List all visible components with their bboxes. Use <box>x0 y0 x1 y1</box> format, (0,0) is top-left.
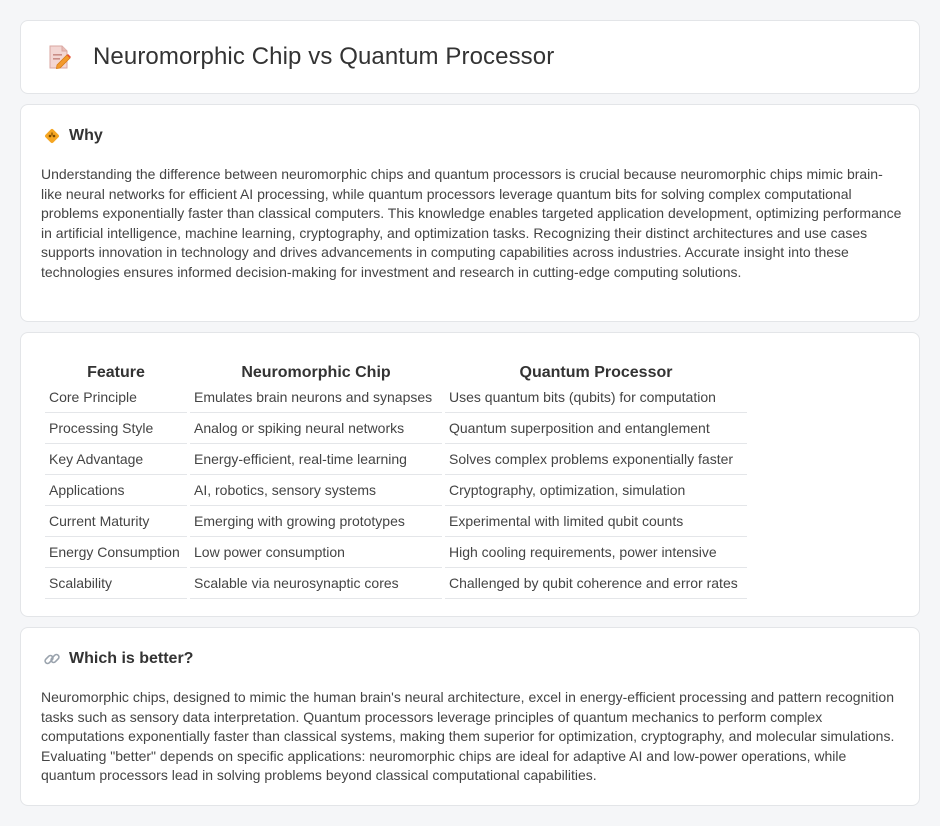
header-quantum: Quantum Processor <box>519 364 673 381</box>
why-section <box>20 104 920 322</box>
link-icon <box>43 650 61 668</box>
cell-quantum: High cooling requirements, power intensive <box>445 537 747 568</box>
page-title: Neuromorphic Chip vs Quantum Processor <box>93 43 555 70</box>
header-neuromorphic: Neuromorphic Chip <box>241 364 391 381</box>
cell-feature: Applications <box>45 475 187 506</box>
better-heading-row <box>43 650 193 668</box>
table-row <box>45 413 747 444</box>
table-row <box>45 382 747 413</box>
header-card <box>20 20 920 94</box>
table-row <box>45 537 747 568</box>
cell-feature: Current Maturity <box>45 506 187 537</box>
document-edit-icon <box>47 44 71 70</box>
table-row <box>45 568 747 599</box>
better-text: Neuromorphic chips, designed to mimic the human brain's neural architecture, excel in energy-efficient processing and pattern recognition tasks such as sensory data interpretation. Quantum processors leverage principles of quantum mechanics to perform complex computations exponentially faster than classical systems, making them superior for optimization, cryptography, and molecular simulations. Evaluating "better" depends on specific applications: neuromorphic chips are ideal for adaptive AI and low-power operations, while quantum processors lead in solving problems beyond classical computational capabilities. <box>41 689 895 784</box>
cell-feature: Energy Consumption <box>45 537 187 568</box>
table-row <box>45 444 747 475</box>
cell-feature: Key Advantage <box>45 444 187 475</box>
cell-neuromorphic: Analog or spiking neural networks <box>190 413 442 444</box>
cell-quantum: Experimental with limited qubit counts <box>445 506 747 537</box>
table-row <box>45 506 747 537</box>
cell-quantum: Uses quantum bits (qubits) for computation <box>445 382 747 413</box>
comparison-section <box>20 332 920 617</box>
comparison-table <box>42 354 750 599</box>
table-row <box>45 475 747 506</box>
why-text: Understanding the difference between neuromorphic chips and quantum processors is crucial because neuromorphic chips mimic brain-like neural networks for efficient AI processing, while quantum processors leverage quantum bits for solving complex computational problems exponentially faster than classical computers. This knowledge enables targeted application development, optimizing performance in artificial intelligence, machine learning, cryptography, and optimization tasks. Recognizing their distinct architectures and use cases supports innovation in technology and drives advancements in computing capabilities across industries. Accurate insight into these technologies ensures informed decision-making for investment and research in cutting-edge computing solutions. <box>41 166 902 280</box>
table-header-row <box>45 354 747 382</box>
cell-quantum: Challenged by qubit coherence and error rates <box>445 568 747 599</box>
header-feature: Feature <box>87 364 145 381</box>
why-heading-row <box>43 127 103 145</box>
cell-quantum: Quantum superposition and entanglement <box>445 413 747 444</box>
which-better-section <box>20 627 920 806</box>
cell-quantum: Solves complex problems exponentially faster <box>445 444 747 475</box>
cell-neuromorphic: Emulates brain neurons and synapses <box>190 382 442 413</box>
cell-feature: Core Principle <box>45 382 187 413</box>
cell-neuromorphic: Scalable via neurosynaptic cores <box>190 568 442 599</box>
better-heading: Which is better? <box>69 650 194 667</box>
cell-feature: Scalability <box>45 568 187 599</box>
title-row <box>47 43 554 71</box>
cell-quantum: Cryptography, optimization, simulation <box>445 475 747 506</box>
cell-neuromorphic: AI, robotics, sensory systems <box>190 475 442 506</box>
cell-neuromorphic: Energy-efficient, real-time learning <box>190 444 442 475</box>
cell-neuromorphic: Low power consumption <box>190 537 442 568</box>
why-heading: Why <box>69 127 103 144</box>
diamond-warning-icon <box>43 127 61 145</box>
cell-feature: Processing Style <box>45 413 187 444</box>
cell-neuromorphic: Emerging with growing prototypes <box>190 506 442 537</box>
